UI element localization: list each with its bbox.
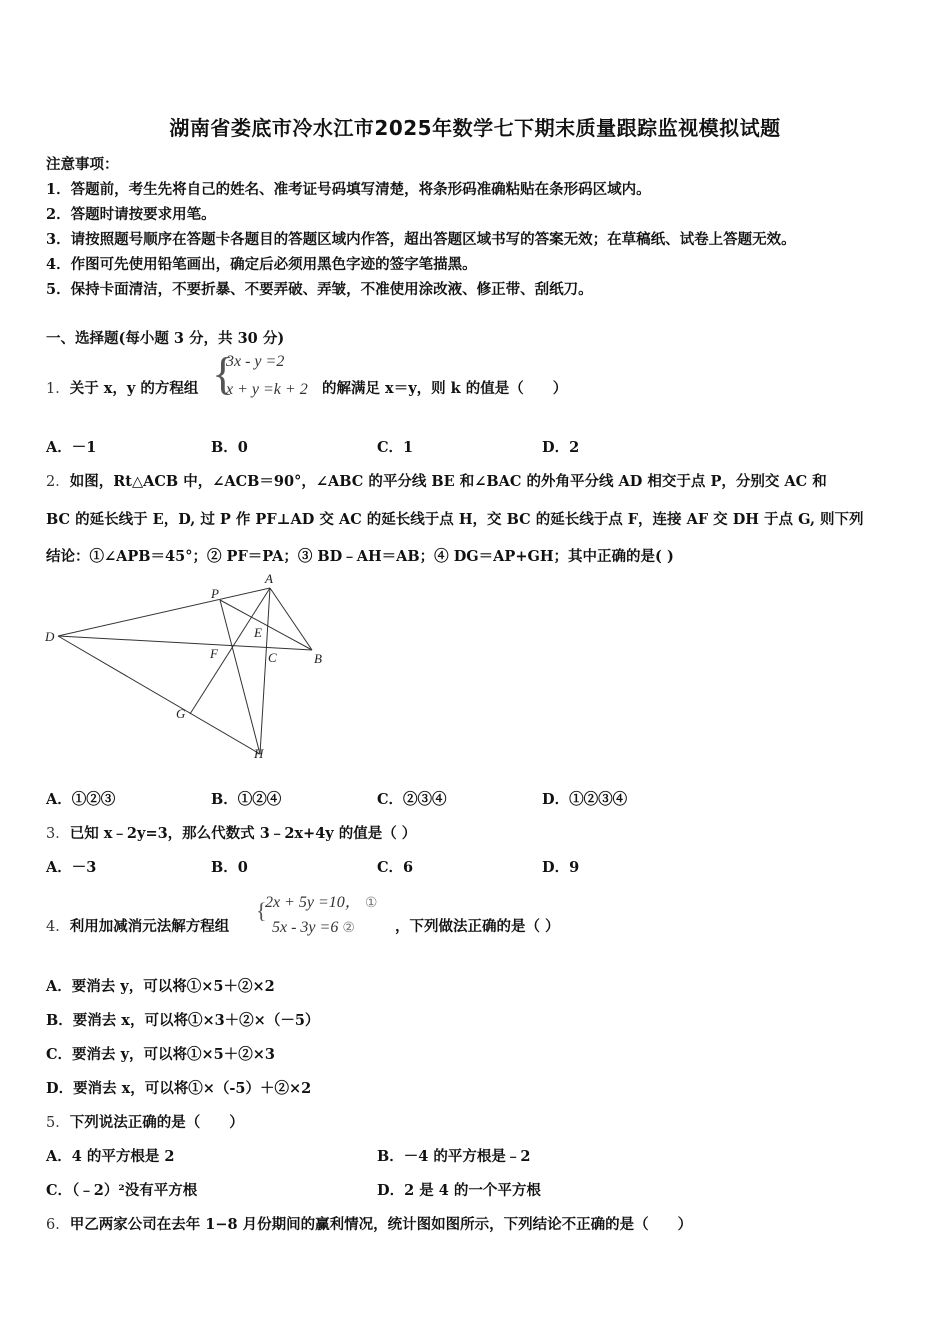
question-number: 3． <box>46 826 70 842</box>
option-d: D．要消去 x，可以将①×（-5）＋②×2 <box>46 1080 312 1097</box>
label-C: C <box>268 650 277 665</box>
label-A: A <box>265 571 273 586</box>
question-text: 的解满足 x＝y，则 k 的值是（ ） <box>322 380 568 397</box>
option-b: B．①②④ <box>211 791 282 808</box>
line-AH <box>260 588 270 754</box>
equation-1: 2x + 5y =10， ① <box>265 894 378 911</box>
question-6 <box>46 1213 692 1234</box>
line-DH <box>58 636 260 754</box>
option-c: C．②③④ <box>377 791 447 808</box>
notice-item: 3．请按照题号顺序在答题卡各题目的答题区域内作答，超出答题区域书写的答案无效；在草稿纸、试卷上答题无效。 <box>46 231 796 248</box>
option-b: B．－4 的平方根是﹣2 <box>377 1148 531 1165</box>
question-text: 甲乙两家公司在去年 1−8 月份期间的赢利情况，统计图如图所示，下列结论不正确的是（ ） <box>69 1216 693 1233</box>
option-a: A．要消去 y，可以将①×5＋②×2 <box>46 978 275 995</box>
question-4 <box>46 915 229 936</box>
option-a: A．－3 <box>46 859 97 876</box>
question-text: 如图，Rt△ACB 中，∠ACB＝90°，∠ABC 的平分线 BE 和∠BAC 的外角平分线 AD 相交于点 P，分别交 AC 和 <box>69 473 827 490</box>
option-d: D．9 <box>542 859 580 876</box>
equation-2: x + y =k + 2 <box>226 381 308 398</box>
notice-item: 1．答题前，考生先将自己的姓名、准考证号码填写清楚，将条形码准确粘贴在条形码区域内。 <box>46 181 651 198</box>
question-5 <box>46 1111 244 1132</box>
line-AG <box>190 588 270 714</box>
notice-item: 4．作图可先使用铅笔画出，确定后必须用黑色字迹的签字笔描黑。 <box>46 256 477 273</box>
line-PB <box>220 600 312 650</box>
option-c: C．（﹣2）²没有平方根 <box>46 1182 198 1199</box>
option-a: A．－1 <box>46 439 97 456</box>
label-B: B <box>314 651 322 666</box>
question-text: ，下列做法正确的是（ ） <box>395 918 560 935</box>
option-c: C．要消去 y，可以将①×5＋②×3 <box>46 1046 275 1063</box>
geometry-figure <box>40 570 340 770</box>
option-b: B．0 <box>211 439 248 456</box>
option-d: D．2 <box>542 439 580 456</box>
line-AB <box>270 588 312 650</box>
circled-1-icon: ① <box>364 896 378 911</box>
option-b: B．0 <box>211 859 248 876</box>
question-text: 下列说法正确的是（ ） <box>69 1114 244 1131</box>
option-a: A．①②③ <box>46 791 116 808</box>
notice-heading: 注意事项： <box>46 156 119 173</box>
brace-icon: { <box>212 348 235 399</box>
label-D: D <box>45 629 55 644</box>
line-DA <box>58 588 270 636</box>
question-text: 关于 x，y 的方程组 <box>69 380 199 397</box>
label-G: G <box>176 706 186 721</box>
question-text: 已知 x﹣2y=3，那么代数式 3﹣2x+4y 的值是（ ） <box>69 825 417 842</box>
line-PH <box>220 600 260 754</box>
notice-item: 2．答题时请按要求用笔。 <box>46 206 216 223</box>
option-b: B．要消去 x，可以将①×3＋②×（－5） <box>46 1012 320 1029</box>
question-2 <box>46 470 827 491</box>
option-d: D．2 是 4 的一个平方根 <box>377 1182 541 1199</box>
line-DB <box>58 636 312 650</box>
question-1 <box>46 377 198 398</box>
brace-icon: { <box>256 898 267 923</box>
notice-item: 5．保持卡面清洁，不要折暴、不要弄破、弄皱，不准使用涂改液、修正带、刮纸刀。 <box>46 281 593 298</box>
question-text: 结论：①∠APB＝45°；② PF＝PA；③ BD﹣AH＝AB；④ DG＝AP+GH；其中正确的是( ) <box>46 548 674 565</box>
equation-1: 3x - y =2 <box>226 353 285 370</box>
option-c: C．6 <box>377 859 414 876</box>
question-number: 4． <box>46 919 70 935</box>
circled-2-icon: ② <box>342 921 355 936</box>
page-title: 湖南省娄底市冷水江市2025年数学七下期末质量跟踪监视模拟试题 <box>169 116 781 140</box>
option-a: A．4 的平方根是 2 <box>46 1148 175 1165</box>
question-text: BC 的延长线于 E，D, 过 P 作 PF⊥AD 交 AC 的延长线于点 H，交 BC 的延长线于点 F，连接 AF 交 DH 于点 G, 则下列 <box>46 511 864 528</box>
option-d: D．①②③④ <box>542 791 628 808</box>
question-text: 利用加减消元法解方程组 <box>69 918 230 935</box>
question-number: 2． <box>46 474 70 490</box>
section-heading: 一、选择题(每小题 3 分，共 30 分) <box>46 330 285 347</box>
question-number: 6． <box>46 1217 70 1233</box>
option-c: C．1 <box>377 439 414 456</box>
equation-2: 5x - 3y =6 ② <box>272 919 355 936</box>
question-number: 5． <box>46 1115 70 1131</box>
label-H: H <box>254 746 264 761</box>
label-F: F <box>210 646 218 661</box>
label-P: P <box>211 586 219 601</box>
label-E: E <box>254 625 262 640</box>
question-number: 1． <box>46 381 70 397</box>
question-3 <box>46 822 416 843</box>
